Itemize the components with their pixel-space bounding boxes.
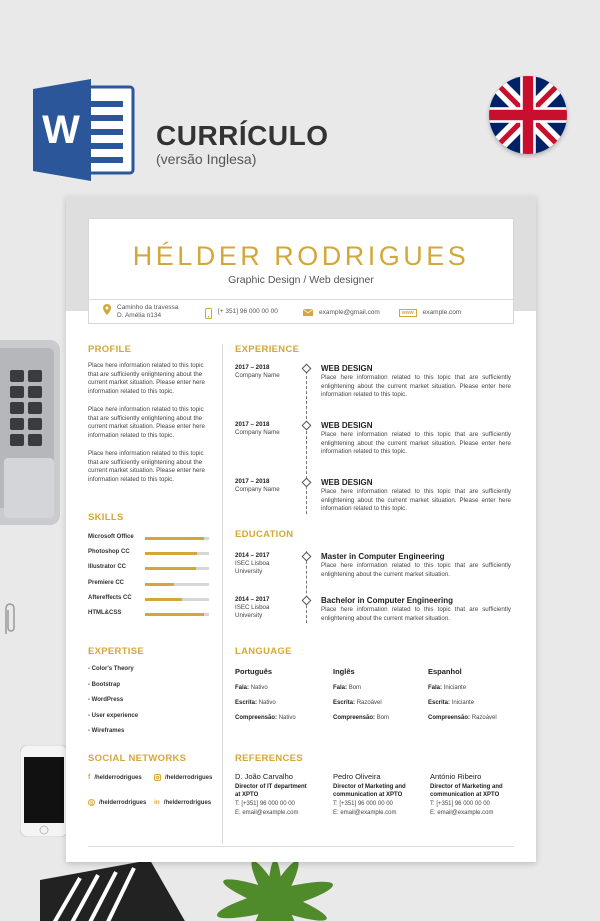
page-title: CURRÍCULO (156, 120, 329, 151)
word-app-icon (33, 79, 135, 181)
reference-name: D. João Carvalho (235, 772, 293, 781)
skill-bar-track (145, 552, 209, 555)
skill-bar-track (145, 537, 209, 540)
profile-paragraph: Place here information related to this topic that are sufficiently enlightening about the current market situation. Please enter here information related to this topic. (88, 450, 205, 483)
skill-row (88, 549, 213, 559)
resume-role: Graphic Design / Web designer (228, 274, 374, 286)
reference-title: Director of Marketing and communication at XPTO (333, 784, 406, 798)
expertise-item: - Color's Theory (88, 666, 134, 672)
uk-flag-icon (489, 76, 567, 154)
skill-bar-fill (145, 598, 182, 601)
timeline-diamond-icon (302, 364, 312, 374)
skill-row (88, 595, 213, 605)
resume-sheet (66, 196, 536, 862)
education-date: 2014 – 2017 (235, 596, 270, 603)
language-understand: Compreensão: Razoável (428, 715, 497, 721)
reference-title: Director of Marketing and communication at XPTO (430, 784, 503, 798)
phone-decoration (20, 745, 68, 837)
social-facebook[interactable]: f /helderrodrigues (88, 774, 142, 781)
education-heading: EDUCATION (235, 529, 294, 540)
reference-contact: T: [+351] 96 000 00 00 E: email@example.com (235, 801, 299, 816)
social-instagram[interactable]: /helderrodrigues (154, 774, 212, 781)
expertise-item: - WordPress (88, 697, 124, 703)
phone-icon (205, 308, 212, 319)
experience-title: WEB DESIGN (321, 478, 373, 487)
social-heading: SOCIAL NETWORKS (88, 753, 187, 764)
timeline-diamond-icon (302, 596, 312, 606)
skill-row (88, 564, 213, 574)
expertise-item: - Wireframes (88, 728, 125, 734)
profile-paragraph: Place here information related to this topic that are sufficiently enlightening about the current market situation. Please enter here information related to this topic. (88, 362, 205, 395)
instagram-icon (154, 774, 161, 781)
reference-name: António Ribeiro (430, 772, 482, 781)
experience-description: Place here information related to this topic that are sufficiently enlightening about the current market situation. Please enter here information related to this topic. (321, 431, 511, 455)
resume-name-card (88, 218, 514, 324)
profile-heading: PROFILE (88, 344, 132, 355)
resume-footer-line (88, 846, 514, 847)
linkedin-icon: in (154, 799, 160, 806)
facebook-icon: f (88, 774, 91, 781)
timeline-diamond-icon (302, 421, 312, 431)
reference-title: Director of IT department at XPTO (235, 784, 307, 798)
language-write: Escrita: Iniciante (428, 700, 475, 706)
education-title: Master in Computer Engineering (321, 552, 445, 561)
experience-date: 2017 – 2018 (235, 421, 270, 428)
timeline-diamond-icon (302, 478, 312, 488)
skill-bar-track (145, 567, 209, 570)
www-badge-icon: www (399, 309, 417, 317)
language-write: Escrita: Nativo (235, 700, 276, 706)
social-skype[interactable]: S /helderrodrigues (89, 799, 147, 806)
language-speak: Fala: Nativo (235, 685, 268, 691)
skill-bar-track (145, 583, 209, 586)
skill-bar-track (145, 613, 209, 616)
experience-title: WEB DESIGN (321, 421, 373, 430)
svg-text:S: S (89, 800, 94, 806)
skill-label: Aftereffects CC (88, 595, 132, 601)
language-name: Português (235, 667, 273, 676)
page-subtitle: (versão Inglesa) (156, 151, 257, 167)
word-letter: W (42, 108, 80, 152)
skill-bar-fill (145, 613, 204, 616)
education-description: Place here information related to this topic that are sufficiently enlightening about the current market situation. (321, 562, 511, 578)
laptop-decoration (0, 340, 70, 530)
reference-name: Pedro Oliveira (333, 772, 381, 781)
experience-timeline (306, 366, 307, 514)
skill-row (88, 580, 213, 590)
skill-bar-track (145, 598, 209, 601)
skill-row (88, 610, 213, 620)
experience-title: WEB DESIGN (321, 364, 373, 373)
skills-heading: SKILLS (88, 512, 124, 523)
profile-paragraph: Place here information related to this topic that are sufficiently enlightening about the current market situation. Please enter here information related to this topic. (88, 406, 205, 439)
contact-bar (89, 299, 513, 325)
education-title: Bachelor in Computer Engineering (321, 596, 454, 605)
skill-label: Photoshop CC (88, 549, 130, 555)
reference-contact: T: [+351] 96 000 00 00 E: email@example.com (430, 801, 494, 816)
language-name: Inglês (333, 667, 355, 676)
experience-heading: EXPERIENCE (235, 344, 300, 355)
language-understand: Compreensão: Nativo (235, 715, 296, 721)
timeline-diamond-icon (302, 552, 312, 562)
language-speak: Fala: Iniciante (428, 685, 467, 691)
experience-description: Place here information related to this topic that are sufficiently enlightening about the current market situation. Please enter here information related to this topic. (321, 374, 511, 398)
reference-contact: T: [+351] 96 000 00 00 E: email@example.com (333, 801, 397, 816)
skype-icon (88, 799, 95, 806)
education-date: 2014 – 2017 (235, 552, 270, 559)
email-icon (303, 309, 313, 316)
column-divider (222, 344, 223, 844)
skill-label: HTML&CSS (88, 610, 122, 616)
language-understand: Compreensão: Bom (333, 715, 390, 721)
skill-bar-fill (145, 537, 204, 540)
experience-description: Place here information related to this topic that are sufficiently enlightening about the current market situation. Please enter here information related to this topic. (321, 488, 511, 512)
education-school: ISEC Lisboa University (235, 604, 270, 619)
expertise-heading: EXPERTISE (88, 646, 145, 657)
references-heading: REFERENCES (235, 753, 303, 764)
expertise-item: - User experience (88, 713, 139, 719)
language-write: Escrita: Razoável (333, 700, 382, 706)
skill-bar-fill (145, 552, 197, 555)
skill-label: Illustrator CC (88, 564, 127, 570)
plant-decoration (190, 860, 360, 921)
skill-bar-fill (145, 583, 174, 586)
location-pin-icon (103, 304, 111, 315)
notebook-decoration (40, 860, 190, 921)
social-linkedin[interactable]: in /helderrodrigues (154, 799, 212, 806)
contact-address: Caminho da travessa D. Amélia n134 (103, 304, 178, 320)
language-speak: Fala: Bom (333, 685, 362, 691)
contact-website[interactable]: www example.com (399, 309, 461, 317)
experience-date: 2017 – 2018 (235, 364, 270, 371)
expertise-item: - Bootstrap (88, 682, 120, 688)
experience-company: Company Name (235, 486, 280, 493)
language-heading: LANGUAGE (235, 646, 292, 657)
skill-label: Microsoft Office (88, 534, 134, 540)
skill-row (88, 534, 213, 544)
experience-company: Company Name (235, 372, 280, 379)
skill-label: Premiere CC (88, 580, 125, 586)
experience-company: Company Name (235, 429, 280, 436)
contact-email[interactable]: example@gmail.com (303, 309, 380, 317)
contact-phone: [+ 351] 96 000 00 00 (205, 308, 278, 319)
resume-name: HÉLDER RODRIGUES (132, 241, 470, 271)
skill-bar-fill (145, 567, 196, 570)
experience-date: 2017 – 2018 (235, 478, 270, 485)
language-name: Espanhol (428, 667, 462, 676)
education-description: Place here information related to this topic that are sufficiently enlightening about the current market situation. (321, 606, 511, 622)
paperclip-decoration (2, 600, 16, 636)
education-school: ISEC Lisboa University (235, 560, 270, 575)
